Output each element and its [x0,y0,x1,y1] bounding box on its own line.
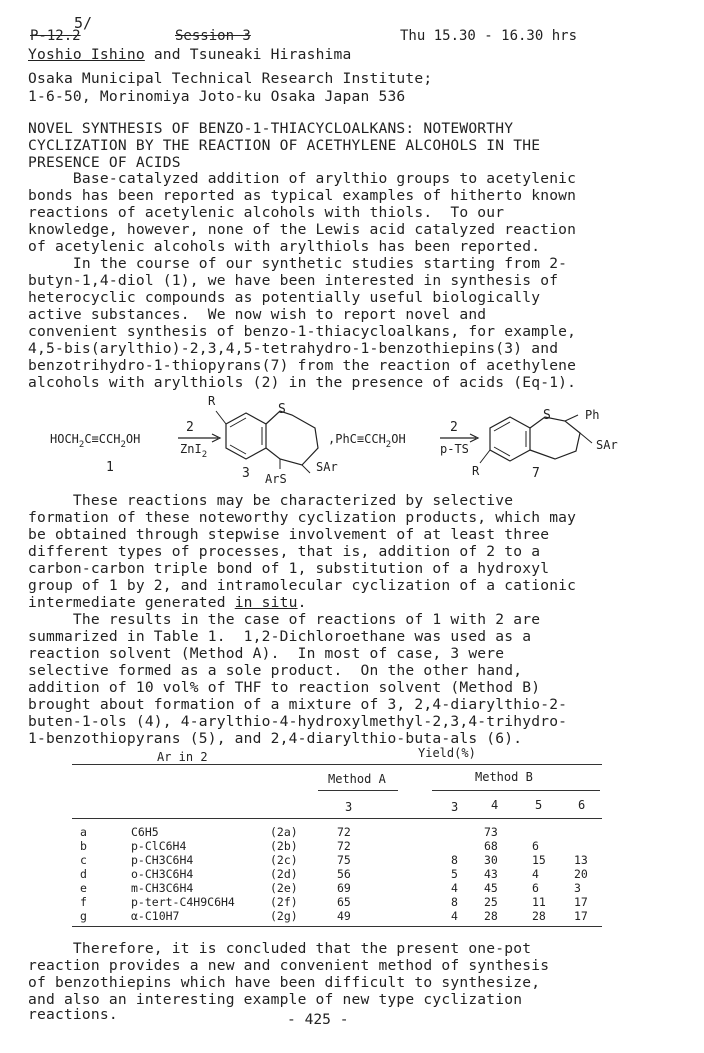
body-line: group of 1 by 2, and intramolecular cyclization of a cationic [28,577,577,594]
table-cell-a3: 65 [337,895,351,909]
body-line: of acetylenic alcohols with arylthiols has been reported. [28,238,541,255]
italic-term: in situ [234,594,298,611]
benzene-ring [226,413,266,459]
column-header: 5 [535,798,543,812]
body-line: alcohols with arylthiols (2) in the presence of acids (Eq-1). [28,374,577,391]
arylthio-label: SAr [316,460,338,474]
table-cell-b6: 13 [574,853,588,867]
affiliation-line: 1-6-50, Morinomiya Joto-ku Osaka Japan 536 [28,88,406,105]
table-cell-b6: 3 [574,881,581,895]
table-cell-code: (2a) [270,825,298,839]
compound-label-3: 3 [242,466,250,481]
table-cell-a3: 69 [337,881,351,895]
table-cell-b4: 68 [484,839,498,853]
body-line: heterocyclic compounds as potentially useful biologically [28,289,541,306]
table-cell-b6: 20 [574,867,588,881]
table-cell-b4: 28 [484,909,498,923]
body-line: reaction solvent (Method A). In most of case, 3 were [28,645,505,662]
table-rule [318,790,398,791]
table-cell-b5: 28 [532,909,546,923]
body-line: 1-benzothiopyrans (5), and 2,4-diarylthio-buta-als (6). [28,730,523,747]
table-rule [432,790,600,791]
body-line: brought about formation of a mixture of 3, 2,4-diarylthio-2- [28,696,568,713]
reactant-1: $HOCH_2C\equiv CCH_2OH$ [50,432,141,450]
reaction-scheme [40,393,680,488]
table-cell-code: (2f) [270,895,298,909]
table-cell-b3: 4 [451,881,458,895]
arylthio-label: SAr [596,438,618,452]
yield-header: Yield(%) [418,746,476,760]
phenyl-label: Ph [585,408,600,422]
method-b-header: Method B [475,770,533,784]
body-line: Therefore, it is concluded that the present one-pot [28,940,532,957]
body-line: different types of processes, that is, addition of 2 to a [28,543,541,560]
body-line: be obtained through stepwise involvement of at least three [28,526,550,543]
table-cell-b4: 73 [484,825,498,839]
catalyst-label: ZnI$_2$ [180,442,208,460]
table-cell-b3: 8 [451,853,458,867]
body-line: of benzothiepins which have been difficult to synthesize, [28,974,541,991]
compound-label-7: 7 [532,466,540,481]
table-cell-ar: α-C10H7 [131,909,180,923]
title-line: PRESENCE OF ACIDS [28,154,181,171]
table-cell-id: b [80,839,87,853]
reagent-number: 2 [186,420,194,435]
acid-catalyst-label: p-TS [440,442,469,456]
substituent-r: R [208,394,216,408]
table-cell-a3: 75 [337,853,351,867]
substituent-r: R [472,464,480,478]
column-header: 4 [491,798,499,812]
table-cell-code: (2d) [270,867,298,881]
thiopyran-ring [530,417,580,459]
body-line: bonds has been reported as typical examples of hitherto known [28,187,577,204]
body-line: butyn-1,4-diol (1), we have been interested in synthesis of [28,272,559,289]
ar-column-header: Ar in 2 [157,750,208,764]
body-line: reaction provides a new and convenient method of synthesis [28,957,550,974]
body-line: active substances. We now wish to report novel and [28,306,487,323]
body-line: convenient synthesis of benzo-1-thiacycloalkans, for example, [28,323,577,340]
body-line: and also an interesting example of new type cyclization [28,991,523,1008]
body-line: buten-1-ols (4), 4-arylthio-4-hydroxylmethyl-2,3,4-trihydro- [28,713,568,730]
table-cell-b5: 4 [532,867,539,881]
table-cell-id: f [80,895,87,909]
table-cell-b3: 8 [451,895,458,909]
table-cell-b5: 6 [532,881,539,895]
body-line: selective formed as a sole product. On the other hand, [28,662,523,679]
table-cell-b4: 30 [484,853,498,867]
table-cell-ar: C6H5 [131,825,159,839]
session-time: Thu 15.30 - 16.30 hrs [400,28,578,44]
table-cell-b5: 6 [532,839,539,853]
table-cell-b5: 11 [532,895,546,909]
table-cell-a3: 72 [337,825,351,839]
body-line: reactions. [28,1006,118,1023]
table-cell-b3: 5 [451,867,458,881]
table-cell-b6: 17 [574,895,588,909]
body-line: addition of 10 vol% of THF to reaction solvent (Method B) [28,679,541,696]
affiliation-line: Osaka Municipal Technical Research Institute; [28,70,433,87]
table-cell-id: e [80,881,87,895]
table-cell-id: c [80,853,87,867]
sulfur-label: S [543,408,551,423]
title-line: NOVEL SYNTHESIS OF BENZO-1-THIACYCLOALKANS: NOTEWORTHY [28,120,514,137]
table-rule [72,926,602,927]
table-cell-id: g [80,909,87,923]
table-cell-a3: 56 [337,867,351,881]
body-line: These reactions may be characterized by selective [28,492,514,509]
table-cell-ar: p-CH3C6H4 [131,853,194,867]
body-line: The results in the case of reactions of 1 with 2 are [28,611,541,628]
table-rule [72,818,602,819]
thiepin-ring [266,411,318,465]
compound-label-1: 1 [106,460,114,475]
body-line: Base-catalyzed addition of arylthio groups to acetylenic [28,170,577,187]
body-line: intermediate generated in situ. [28,594,307,611]
column-header: 3 [345,800,353,814]
benzene-ring [490,417,530,461]
body-line: summarized in Table 1. 1,2-Dichloroethane was used as a [28,628,532,645]
table-cell-code: (2g) [270,909,298,923]
title-line: CYCLIZATION BY THE REACTION OF ACETHYLENE ALCOHOLS IN THE [28,137,541,154]
authors: Yoshio Ishino and Tsuneaki Hirashima [28,46,352,63]
table-cell-b4: 25 [484,895,498,909]
table-cell-b4: 43 [484,867,498,881]
column-header: 3 [451,800,459,814]
body-line: formation of these noteworthy cyclization products, which may [28,509,577,526]
table-rule [72,764,602,765]
table-cell-a3: 49 [337,909,351,923]
table-cell-b3: 4 [451,909,458,923]
body-line: carbon-carbon triple bond of 1, substitution of a hydroxyl [28,560,550,577]
body-line: reactions of acetylenic alcohols with thiols. To our [28,204,505,221]
table-cell-id: d [80,867,87,881]
reactant-2: $,PhC\equiv CCH_2OH$ [328,432,406,450]
arylthio-label: ArS [265,472,287,486]
sulfur-label: S [278,402,286,417]
column-header: 6 [578,798,586,812]
table-cell-ar: p-tert-C4H9C6H4 [131,895,235,909]
table-cell-code: (2b) [270,839,298,853]
session-label: Session 3 [175,28,251,44]
table-cell-code: (2c) [270,853,298,867]
page-number: - 425 - [287,1011,349,1028]
abstract-code: P-12.2 5/ [30,14,93,44]
table-cell-ar: o-CH3C6H4 [131,867,194,881]
table-cell-id: a [80,825,87,839]
handwritten-mark: 5/ [74,14,93,32]
body-line: 4,5-bis(arylthio)-2,3,4,5-tetrahydro-1-benzothiepins(3) and [28,340,559,357]
table-cell-ar: m-CH3C6H4 [131,881,194,895]
body-line: In the course of our synthetic studies starting from 2- [28,255,568,272]
table-cell-b6: 17 [574,909,588,923]
table-cell-code: (2e) [270,881,298,895]
table-cell-a3: 72 [337,839,351,853]
table-cell-b4: 45 [484,881,498,895]
table-cell-b5: 15 [532,853,546,867]
table-cell-ar: p-ClC6H4 [131,839,187,853]
presenting-author: Yoshio Ishino [28,46,145,63]
body-line: benzotrihydro-1-thiopyrans(7) from the reaction of acethylene [28,357,577,374]
reagent-number: 2 [450,420,458,435]
body-line: knowledge, however, none of the Lewis acid catalyzed reaction [28,221,577,238]
method-a-header: Method A [328,772,386,786]
